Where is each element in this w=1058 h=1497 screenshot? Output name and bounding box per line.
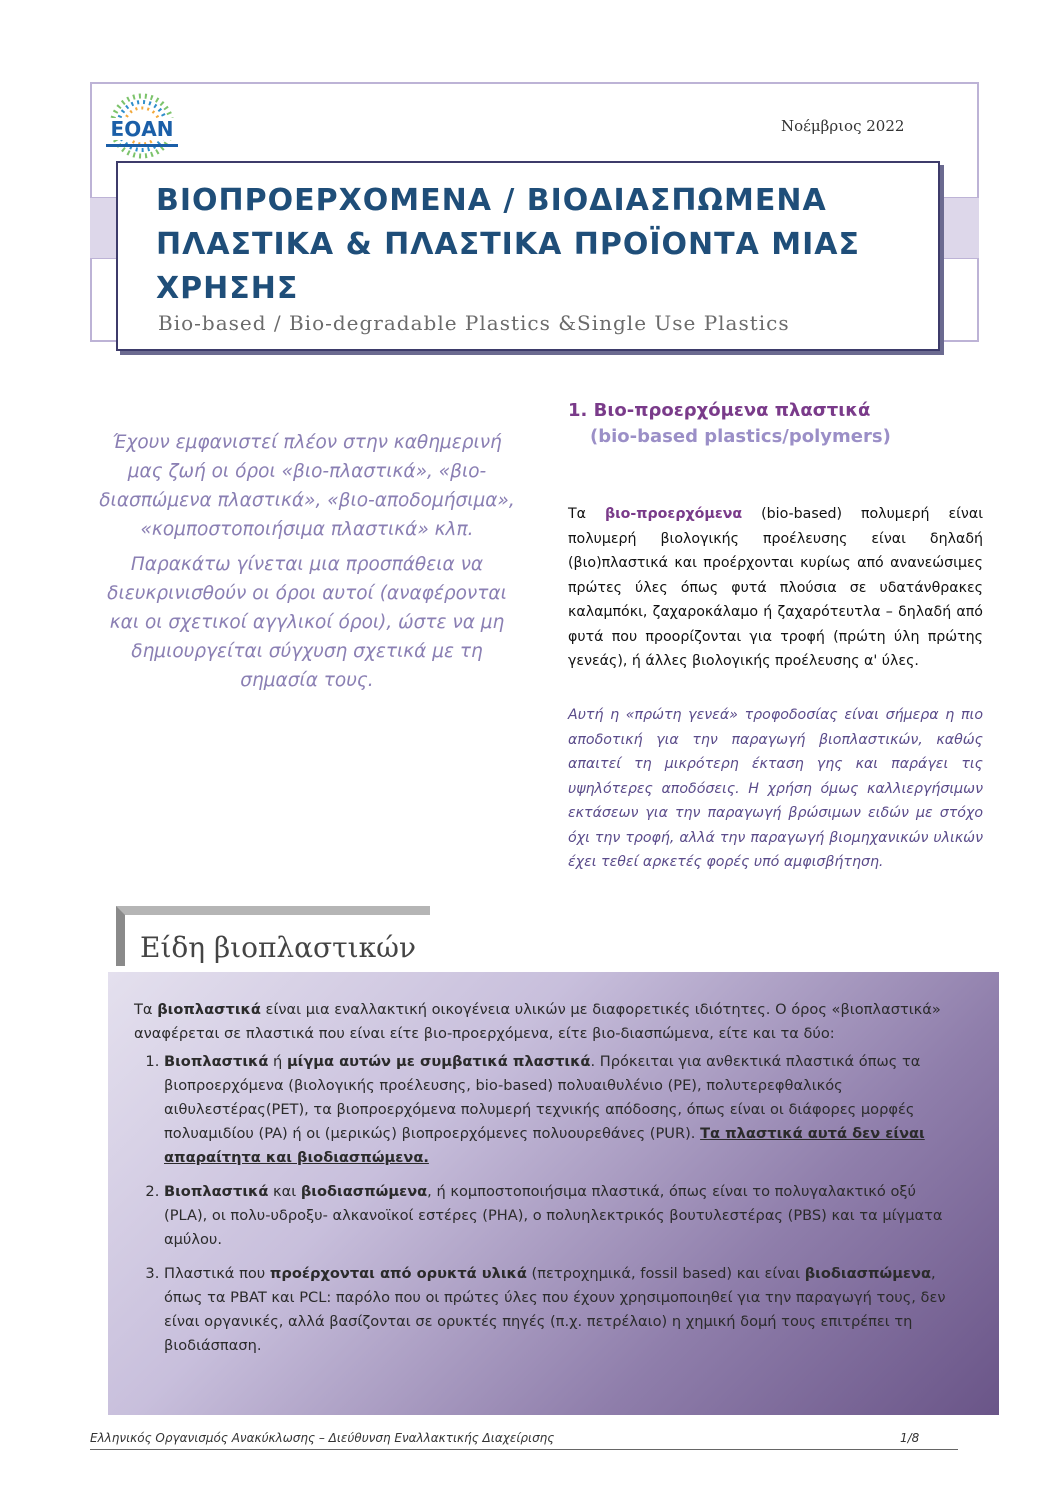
- types-intro-prefix: Τα: [134, 1001, 158, 1018]
- title-line-1: ΒΙΟΠΡΟΕΡΧΟΜΕΝΑ / ΒΙΟΔΙΑΣΠΩΜΕΝΑ: [156, 183, 827, 218]
- logo-text: ΕΟΑΝ: [110, 117, 174, 141]
- types-intro-bold: βιοπλαστικά: [157, 1001, 261, 1018]
- item-1-text: . Πρόκειται για ανθεκτικά πλαστικά όπως τα βιοπροερχόμενα (βιολογικής προέλευσης, bio-based) πολυαιθυλένιο (PE), πολυτερεφθαλικός αιθυλεστέρας(PET), τα βιοπροερχόμενα πολυμερή τεχνικής απόδοσης, όπως είναι οι διάφορες μορφές πολυαμιδίου (PA) ή οι (μερικώς) βιοπροερχόμενες πολυουρεθάνες (PUR).: [164, 1053, 921, 1142]
- types-list: [134, 1050, 963, 1358]
- types-panel: [108, 972, 999, 1415]
- item-3-mid: (πετροχημικά, fossil based) και είναι: [526, 1265, 805, 1282]
- item-2-mid: και: [268, 1183, 301, 1200]
- types-heading: Είδη βιοπλαστικών: [140, 931, 416, 964]
- item-3-prefix: Πλαστικά που: [164, 1265, 270, 1282]
- section-1-heading: 1. Βιο-προερχόμενα πλαστικά: [568, 400, 871, 421]
- item-3-text: , όπως τα PBAT και PCL: παρόλο που οι πρώτες ύλες που έχουν χρησιμοποιηθεί για την παραγωγή τους, δεν είναι οργανικές, αλλά βασίζονται σε ορυκτές πηγές (π.χ. πετρέλαιο) η χημική δομή τους επιτρέπει τη βιοδιάσπαση.: [164, 1265, 946, 1354]
- item-1-mid: ή: [268, 1053, 287, 1070]
- footer-divider: [90, 1449, 958, 1450]
- item-2-text: , ή κομποστοποιήσιμα πλαστικά, όπως είναι το πολυγαλακτικό οξύ (PLA), οι πολυ-υδροξυ- αλκανοϊκοί εστέρες (PHA), ο πολυηλεκτρικός βουτυλεστέρας (PBS) και τα μίγματα αμύλου.: [164, 1183, 943, 1248]
- para-prefix: Τα: [568, 506, 605, 522]
- types-tab: [128, 917, 546, 977]
- item-1-bold-a: Βιοπλαστικά: [164, 1053, 269, 1070]
- item-1-bold-b: μίγμα αυτών με συμβατικά πλαστικά: [286, 1053, 591, 1070]
- list-item: [164, 1180, 963, 1252]
- title-box: [116, 161, 940, 351]
- footer-page-number: 1/8: [900, 1431, 920, 1445]
- title-line-2: ΠΛΑΣΤΙΚΑ & ΠΛΑΣΤΙΚΑ ΠΡΟΪΟΝΤΑ ΜΙΑΣ: [156, 227, 860, 262]
- types-intro: [134, 998, 963, 1046]
- intro-paragraph-2: Παρακάτω γίνεται μια προσπάθεια να διευκρινισθούν οι όροι αυτοί (αναφέρονται και οι σχετικοί αγγλικοί όροι), ώστε να μη δημιουργείται σύγχυση σχετικά με τη σημασία τους.: [107, 554, 507, 691]
- page-title: [156, 179, 916, 311]
- item-3-bold-b: βιοδιασπώμενα: [804, 1265, 932, 1282]
- item-2-bold-b: βιοδιασπώμενα: [300, 1183, 428, 1200]
- section-1-italic-paragraph: Αυτή η «πρώτη γενεά» τροφοδοσίας είναι σήμερα η πιο αποδοτική για την παραγωγή βιοπλαστικών, καθώς απαιτεί τη μικρότερη έκταση γης και παράγει τις υψηλότερες αποδόσεις. Η χρήση όμως καλλιεργήσιμων εκτάσεων για την παραγωγή βρώσιμων ειδών με στόχο όχι την τροφή, αλλά την παραγωγή βιομηχανικών υλικών έχει τεθεί αρκετές φορές υπό αμφισβήτηση.: [568, 707, 983, 870]
- title-line-3: ΧΡΗΣΗΣ: [156, 271, 299, 306]
- item-3-bold-a: προέρχονται από ορυκτά υλικά: [269, 1265, 527, 1282]
- list-item: [164, 1050, 963, 1170]
- item-1-underlined: Τα πλαστικά αυτά δεν είναι απαραίτητα και βιοδιασπώμενα.: [164, 1125, 925, 1166]
- eoan-logo: [96, 92, 188, 168]
- item-2-bold-a: Βιοπλαστικά: [164, 1183, 269, 1200]
- types-intro-text: είναι μια εναλλακτική οικογένεια υλικών με διαφορετικές ιδιότητες. Ο όρος «βιοπλαστικά» αναφέρεται σε πλαστικά που είναι είτε βιο-προερχόμενα, είτε βιο-διασπώμενα, είτε και τα δύο:: [134, 1001, 941, 1042]
- intro-paragraph-1: Έχουν εμφανιστεί πλέον στην καθημερινή μας ζωή οι όροι «βιο-πλαστικά», «βιο-διασπώμενα πλαστικά», «βιο-αποδομήσιμα», «κομποστοποιήσιμα πλαστικά» κλπ.: [99, 432, 515, 540]
- para-bold-term: βιο-προερχόμενα: [604, 506, 743, 522]
- intro-callout: [92, 428, 522, 701]
- section-1-subheading: (bio-based plastics/polymers): [590, 426, 891, 447]
- document-date: Νοέμβριος 2022: [781, 117, 905, 135]
- section-1-paragraph: [568, 502, 983, 674]
- page-subtitle: Bio-based / Bio-degradable Plastics &Single Use Plastics: [158, 311, 790, 335]
- para-text: (bio-based) πολυμερή είναι πολυμερή βιολογικής προέλευσης είναι δηλαδή (βιο)πλαστικά και προέρχονται κυρίως από ανανεώσιμες πρώτες ύλες όπως φυτά πλούσια σε υδατάνθρακες καλαμπόκι, ζαχαροκάλαμο ή ζαχαρότευτλα – δηλαδή από φυτά που προορίζονται για τροφή (πρώτη ύλη πρώτης γενεάς), ή άλλες βιολογικής προέλευσης α' ύλες.: [568, 506, 983, 669]
- footer-organization: Ελληνικός Οργανισμός Ανακύκλωσης – Διεύθυνση Εναλλακτικής Διαχείρισης: [90, 1431, 555, 1445]
- list-item: [164, 1262, 963, 1358]
